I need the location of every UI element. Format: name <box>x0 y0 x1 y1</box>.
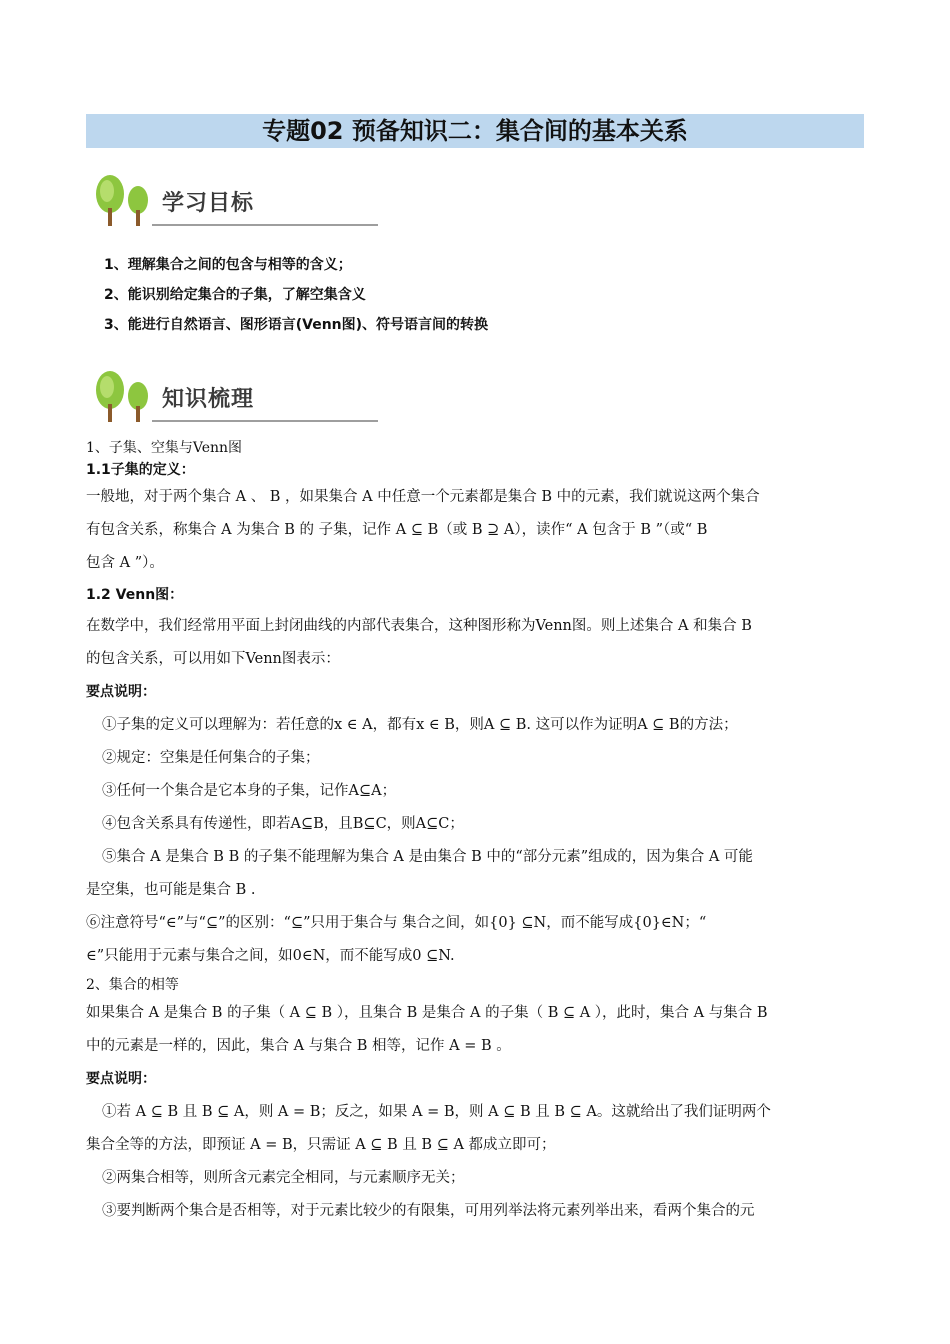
note-heading: 要点说明： <box>86 1071 156 1087</box>
divider <box>152 224 378 226</box>
paragraph: 一般地，对于两个集合 A 、 B ，如果集合 A 中任意一个元素都是集合 B 中的元素，我们就说这两个集合 <box>86 489 760 505</box>
goal-item: 2、能识别给定集合的子集，了解空集含义 <box>104 287 366 303</box>
heading-venn: 1.2 Venn图： <box>86 587 184 603</box>
content-body <box>86 437 866 1228</box>
paragraph: 中的元素是一样的，因此，集合 A 与集合 B 相等，记作 A = B 。 <box>86 1038 511 1054</box>
note-item: ②规定：空集是任何集合的子集； <box>102 750 320 766</box>
note-item-cont: ∈”只能用于元素与集合之间，如0∈N，而不能写成0 ⊆N. <box>86 948 455 964</box>
heading-equality: 2、集合的相等 <box>86 977 179 993</box>
note-item: ④包含关系具有传递性，即若A⊆B，且B⊆C，则A⊆C； <box>102 816 464 832</box>
heading-subset-def: 1.1子集的定义： <box>86 462 195 478</box>
note-item: ③要判断两个集合是否相等，对于元素比较少的有限集，可用列举法将元素列举出来，看两个集合的元 <box>102 1203 755 1219</box>
section-header-knowledge <box>92 370 292 426</box>
divider <box>152 420 378 422</box>
note-item: ⑥注意符号“∈”与“⊆”的区别：“⊆”只用于集合与 集合之间，如{0} ⊆N，而不能写成{0}∈N；“ <box>86 915 707 931</box>
paragraph: 包含 A ”）。 <box>86 555 164 571</box>
goal-item: 3、能进行自然语言、图形语言(Venn图)、符号语言间的转换 <box>104 317 489 333</box>
paragraph: 如果集合 A 是集合 B 的子集（ A ⊆ B ），且集合 B 是集合 A 的子集（ B ⊆ A ），此时，集合 A 与集合 B <box>86 1005 768 1021</box>
paragraph: 在数学中，我们经常用平面上封闭曲线的内部代表集合，这种图形称为Venn图。则上述集合 A 和集合 B <box>86 618 752 634</box>
note-item: ①若 A ⊆ B 且 B ⊆ A，则 A = B；反之，如果 A = B，则 A ⊆ B 且 B ⊆ A。这就给出了我们证明两个 <box>102 1104 771 1120</box>
note-item: ①子集的定义可以理解为：若任意的x ∈ A，都有x ∈ B，则A ⊆ B. 这可以作为证明A ⊆ B的方法； <box>102 717 738 733</box>
note-item: ②两集合相等，则所含元素完全相同，与元素顺序无关； <box>102 1170 465 1186</box>
tree-icon <box>92 174 156 230</box>
section-header-goals <box>92 174 292 230</box>
section-label: 学习目标 <box>162 191 255 216</box>
note-item-cont: 集合全等的方法，即预证 A = B，只需证 A ⊆ B 且 B ⊆ A 都成立即可； <box>86 1137 556 1153</box>
page-title: 专题02 预备知识二：集合间的基本关系 <box>262 117 688 145</box>
title-banner <box>86 114 864 148</box>
paragraph: 的包含关系，可以用如下Venn图表示： <box>86 651 340 667</box>
note-item: ③任何一个集合是它本身的子集，记作A⊆A； <box>102 783 397 799</box>
tree-icon <box>92 370 156 426</box>
goals-list <box>104 250 488 340</box>
paragraph: 有包含关系，称集合 A 为集合 B 的 子集，记作 A ⊆ B（或 B ⊇ A），读作“ A 包含于 B ”（或“ B <box>86 522 708 538</box>
note-heading: 要点说明： <box>86 684 156 700</box>
heading-subset: 1、子集、空集与Venn图 <box>86 440 243 456</box>
note-item-cont: 是空集，也可能是集合 B . <box>86 882 256 898</box>
goal-item: 1、理解集合之间的包含与相等的含义； <box>104 257 352 273</box>
note-item: ⑤集合 A 是集合 B B 的子集不能理解为集合 A 是由集合 B 中的“部分元素”组成的，因为集合 A 可能 <box>102 849 753 865</box>
section-label: 知识梳理 <box>162 387 255 412</box>
